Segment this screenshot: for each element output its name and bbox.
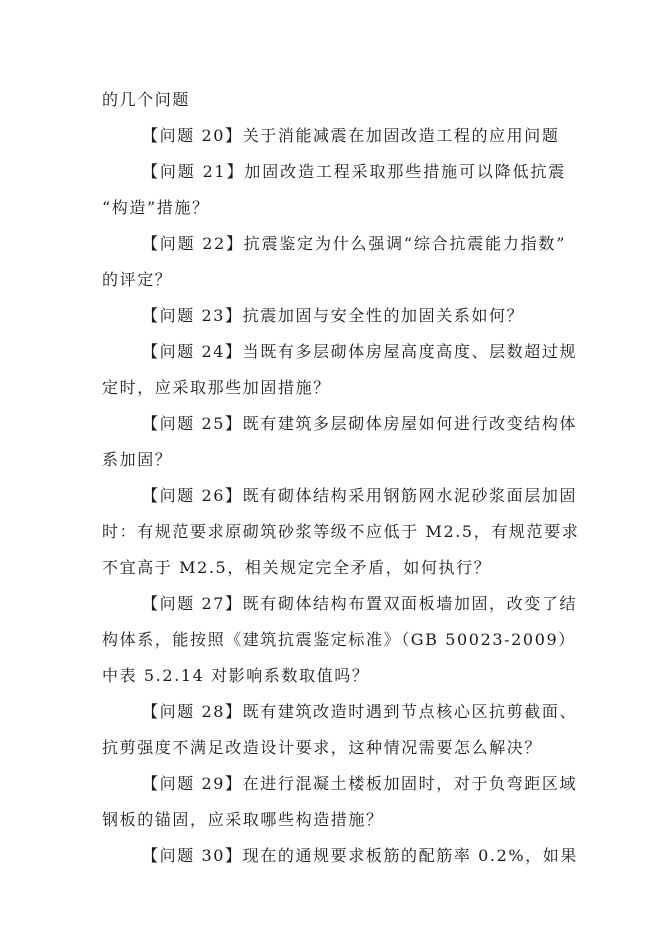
question-27: 【问题 27】既有砌体结构布置双面板墙加固，改变了结	[142, 594, 578, 613]
text-line: 的几个问题	[102, 90, 191, 109]
question-22: 【问题 22】抗震鉴定为什么强调“综合抗震能力指数”	[142, 234, 566, 253]
text-line: 系加固？	[102, 450, 173, 469]
question-24: 【问题 24】当既有多层砌体房屋高度高度、层数超过规	[142, 342, 578, 361]
question-29: 【问题 29】在进行混凝土楼板加固时，对于负弯距区域	[142, 774, 578, 793]
question-21: 【问题 21】加固改造工程采取那些措施可以降低抗震	[142, 162, 566, 181]
text-line: 中表 5.2.14 对影响系数取值吗？	[102, 666, 370, 685]
text-line: 钢板的锚固，应采取哪些构造措施？	[102, 810, 384, 829]
text-line: 的评定？	[102, 270, 173, 289]
text-line: 不宜高于 M2.5，相关规定完全矛盾，如何执行？	[102, 558, 492, 577]
question-25: 【问题 25】既有建筑多层砌体房屋如何进行改变结构体	[142, 414, 578, 433]
question-26: 【问题 26】既有砌体结构采用钢筋网水泥砂浆面层加固	[142, 486, 578, 505]
text-line: 构体系，能按照《建筑抗震鉴定标准》（GB 50023-2009）	[102, 630, 576, 649]
question-23: 【问题 23】抗震加固与安全性的加固关系如何？	[142, 306, 525, 325]
text-line: 时：有规范要求原砌筑砂浆等级不应低于 M2.5，有规范要求	[102, 522, 580, 541]
text-line: 定时，应采取那些加固措施？	[102, 378, 331, 397]
document-page	[102, 82, 580, 874]
text-line: 抗剪强度不满足改造设计要求，这种情况需要怎么解决？	[102, 738, 543, 757]
text-line: “构造”措施？	[102, 198, 210, 217]
question-28: 【问题 28】既有建筑改造时遇到节点核心区抗剪截面、	[142, 702, 578, 721]
question-30: 【问题 30】现在的通规要求板筋的配筋率 0.2%，如果	[142, 846, 578, 865]
question-20: 【问题 20】关于消能减震在加固改造工程的应用问题	[142, 126, 560, 145]
